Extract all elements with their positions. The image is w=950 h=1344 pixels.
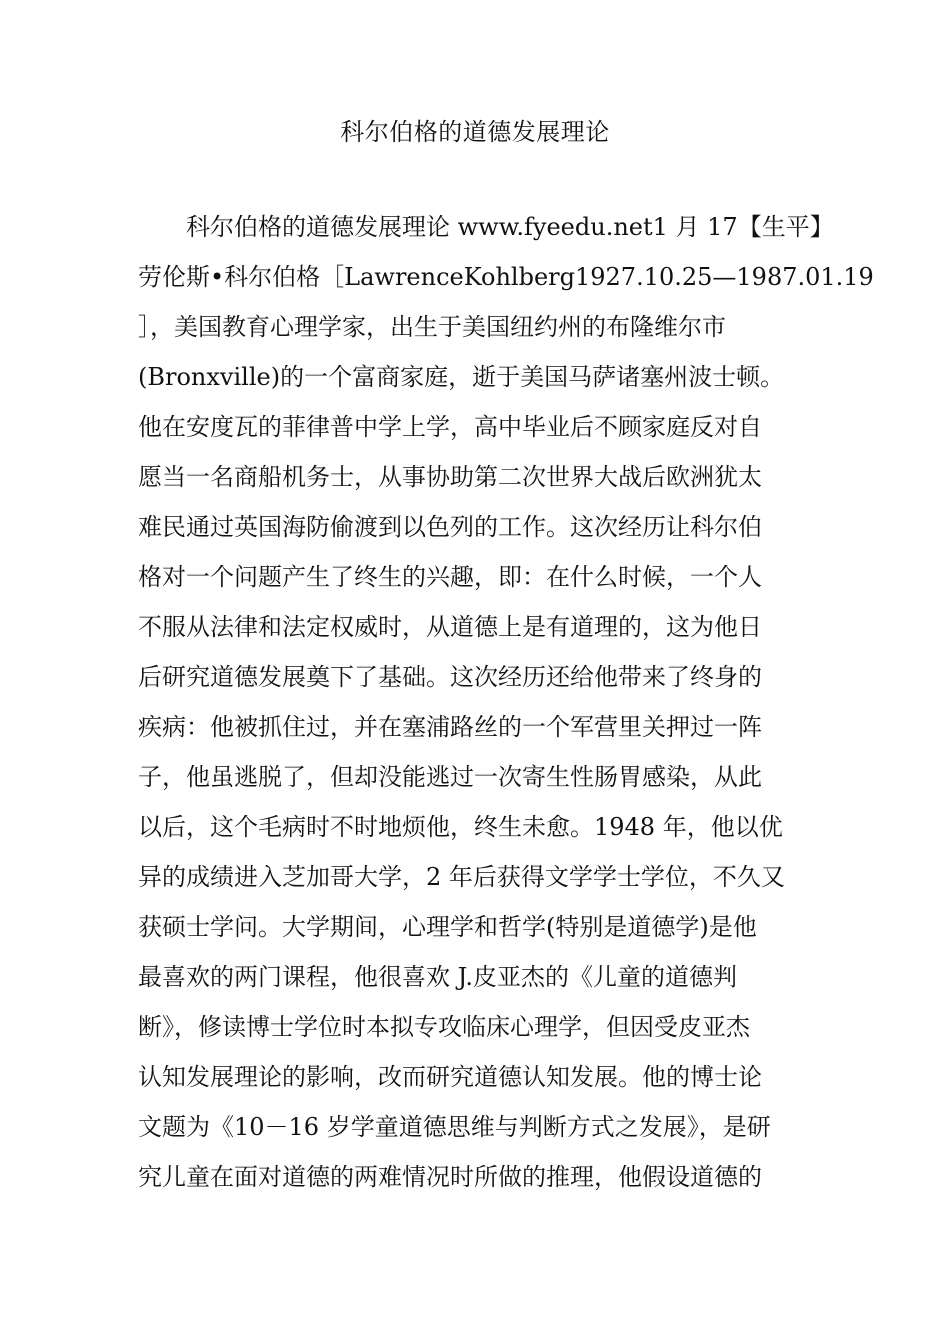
body-line: 难民通过英国海防偷渡到以色列的工作。这次经历让科尔伯 xyxy=(138,513,762,541)
body-line: 劳伦斯•科尔伯格［LawrenceKohlberg1927.10.25—1987.01.19 xyxy=(138,263,874,291)
body-line: 子，他虽逃脱了，但却没能逃过一次寄生性肠胃感染，从此 xyxy=(138,763,762,791)
document-title: 科尔伯格的道德发展理论 xyxy=(340,118,610,146)
body-line: 文题为《10－16 岁学童道德思维与判断方式之发展》，是研 xyxy=(138,1113,771,1141)
body-line: 疾病：他被抓住过，并在塞浦路丝的一个军营里关押过一阵 xyxy=(138,713,762,741)
body-line: 科尔伯格的道德发展理论 www.fyeedu.net1 月 17【生平】 xyxy=(138,213,834,241)
body-line: 格对一个问题产生了终生的兴趣，即：在什么时候，一个人 xyxy=(138,563,762,591)
body-line: 不服从法律和法定权威时，从道德上是有道理的，这为他日 xyxy=(138,613,762,641)
body-line: 获硕士学问。大学期间，心理学和哲学(特别是道德学)是他 xyxy=(138,913,757,941)
body-line: (Bronxville)的一个富商家庭，逝于美国马萨诸塞州波士顿。 xyxy=(138,363,785,391)
body-line: 异的成绩进入芝加哥大学，2 年后获得文学学士学位，不久又 xyxy=(138,863,785,891)
body-line: 认知发展理论的影响，改而研究道德认知发展。他的博士论 xyxy=(138,1063,762,1091)
body-line: 断》，修读博士学位时本拟专攻临床心理学，但因受皮亚杰 xyxy=(138,1013,750,1041)
body-line: 愿当一名商船机务士，从事协助第二次世界大战后欧洲犹太 xyxy=(138,463,762,491)
body-line: ］，美国教育心理学家，出生于美国纽约州的布隆维尔市 xyxy=(138,313,726,341)
body-line: 后研究道德发展奠下了基础。这次经历还给他带来了终身的 xyxy=(138,663,762,691)
body-line: 他在安度瓦的菲律普中学上学，高中毕业后不顾家庭反对自 xyxy=(138,413,762,441)
body-line: 最喜欢的两门课程，他很喜欢 J.皮亚杰的《儿童的道德判 xyxy=(138,963,738,991)
body-line: 究儿童在面对道德的两难情况时所做的推理，他假设道德的 xyxy=(138,1163,762,1191)
body-line: 以后，这个毛病时不时地烦他，终生未愈。1948 年，他以优 xyxy=(138,813,783,841)
